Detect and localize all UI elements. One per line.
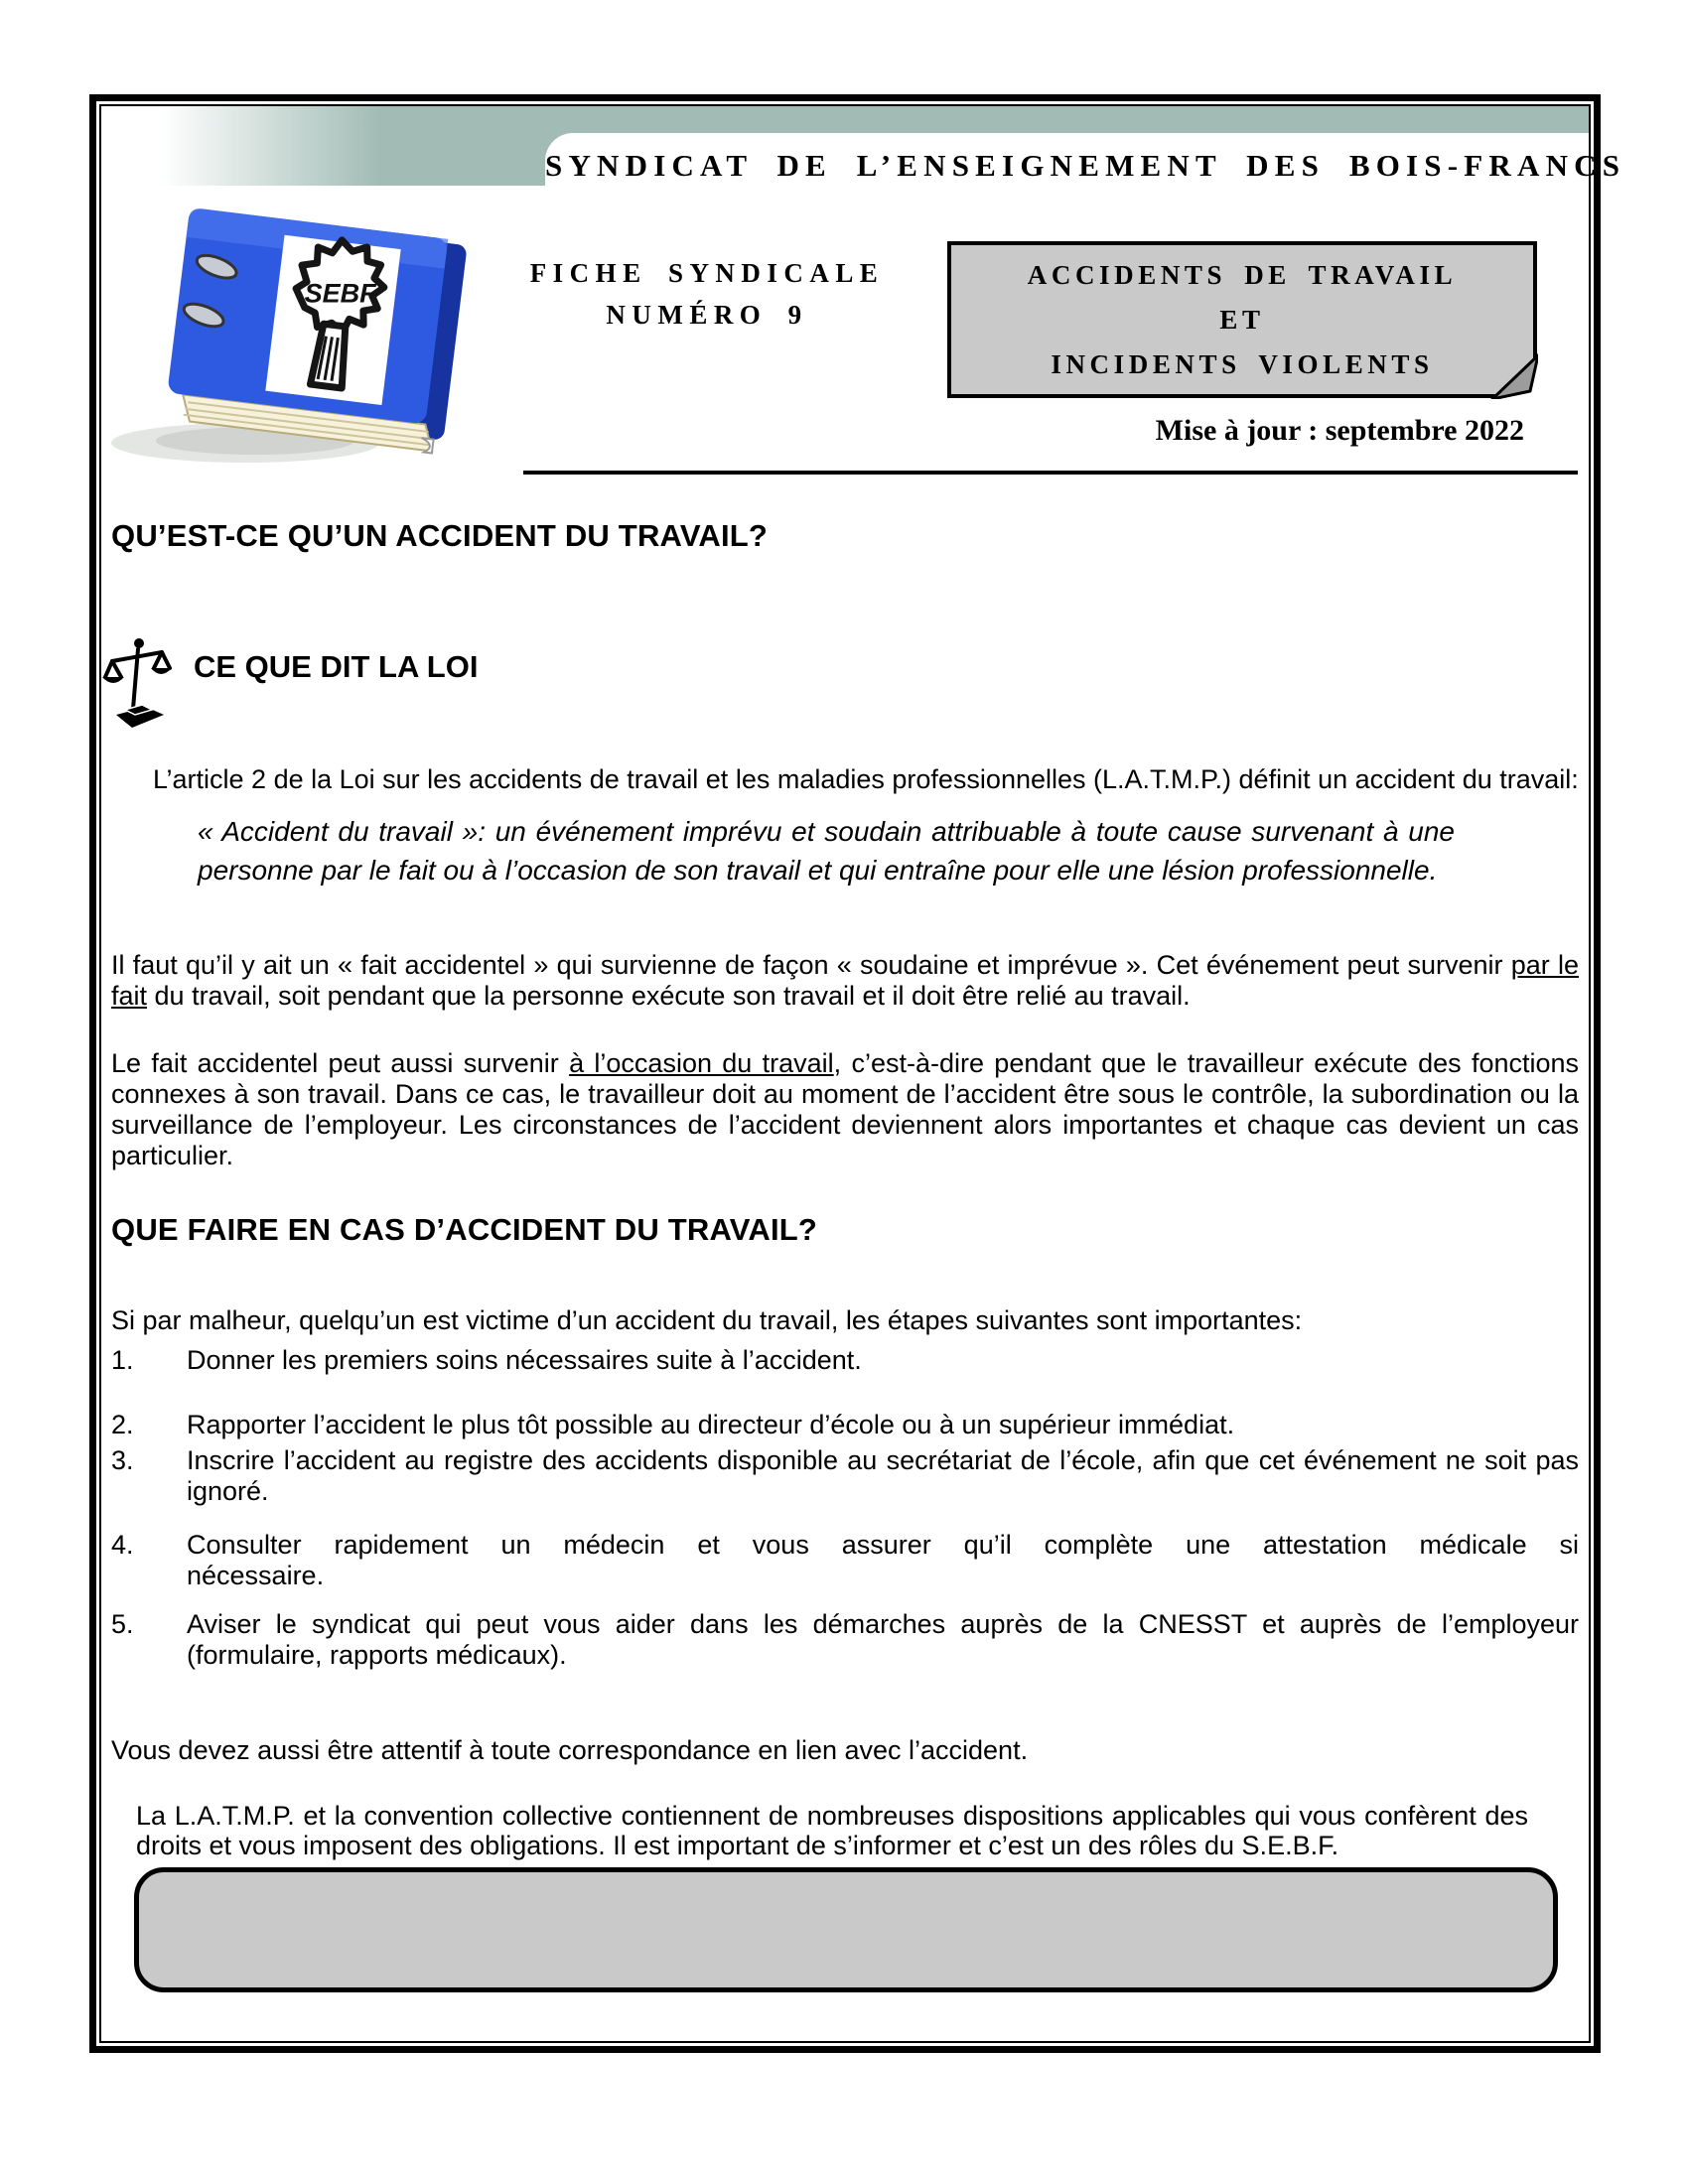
step-4 — [111, 1530, 1579, 1591]
header-divider — [523, 471, 1578, 475]
p3-pre: Le fait accidentel peut aussi survenir — [111, 1048, 570, 1078]
step-4-line1: Consulter rapidement un médecin et vous assurer qu’il complète une attestation médicale si — [187, 1530, 1579, 1560]
p3-underlined: à l’occasion du travail — [569, 1048, 834, 1078]
law-quote: « Accident du travail »: un événement imprévu et soudain attribuable à toute cause survenant à une personne par le fait ou à l’occasion de son travail et qui entraîne pour elle une lésion professionnelle. — [198, 816, 1455, 886]
fiche-line2: NUMÉRO 9 — [606, 300, 808, 330]
step-5 — [111, 1609, 1579, 1671]
step-2 — [111, 1410, 1579, 1440]
page-title: SYNDICAT DE L’ENSEIGNEMENT DES BOIS-FRANCS — [545, 148, 1626, 183]
steps-intro: Si par malheur, quelqu’un est victime d’un accident du travail, les étapes suivantes sont importantes: — [111, 1305, 1303, 1335]
p2-pre: Il faut qu’il y ait un « fait accidentel » qui survienne de façon « soudaine et imprévue ». Cet événement peut survenir — [111, 950, 1511, 980]
p3-post: , c’est-à-dire pendant que le travailleur exécute des fonctions connexes à son travail. Dans ce cas, le travailleur doit au moment de l’accident être sous le contrôle, la subordination ou la surveillance de l’employeur. Les circonstances de l’accident deviennent alors importantes et chaque cas devient un cas particulier. — [111, 1048, 1580, 1170]
step-2-text: Rapporter l’accident le plus tôt possible au directeur d’école ou à un supérieur immédiat. — [187, 1410, 1235, 1439]
step-5-number: 5. — [111, 1609, 134, 1639]
p2-post: du travail, soit pendant que la personne exécute son travail et il doit être relié au travail. — [147, 981, 1191, 1011]
page-border — [89, 94, 1626, 2053]
closing-paragraph: La L.A.T.M.P. et la convention collective contiennent de nombreuses dispositions applicables qui vous confèrent des droits et vous imposent des obligations. Il est important de s’informer et c’est un des rôles du S.E.B.F. — [136, 1801, 1528, 1860]
step-3-text: Inscrire l’accident au registre des accidents disponible au secrétariat de l’école, afin que cet événement ne soit pas ignoré. — [187, 1445, 1579, 1506]
topic-line3: INCIDENTS VIOLENTS — [1051, 349, 1434, 379]
paragraph-occasion-travail — [111, 1048, 1579, 1171]
step-3-number: 3. — [111, 1445, 134, 1475]
paragraph-fait-accidentel — [111, 950, 1579, 1012]
step-1 — [111, 1345, 1579, 1376]
step-5-text: Aviser le syndicat qui peut vous aider dans les démarches auprès de la CNESST et auprès de l’employeur (formulaire, rapports médicaux). — [187, 1609, 1579, 1670]
folded-corner-icon — [1486, 351, 1538, 399]
section2-heading: QUE FAIRE EN CAS D’ACCIDENT DU TRAVAIL? — [111, 1212, 818, 1247]
law-intro-paragraph: L’article 2 de la Loi sur les accidents de travail et les maladies professionnelles (L.A.T.M.P.) définit un accident du travail: — [153, 764, 1579, 794]
step-1-text: Donner les premiers soins nécessaires suite à l’accident. — [187, 1345, 862, 1375]
step-4-text — [187, 1530, 1579, 1591]
topic-box — [947, 241, 1537, 398]
step-4-number: 4. — [111, 1530, 134, 1560]
step-3 — [111, 1445, 1579, 1507]
law-heading: CE QUE DIT LA LOI — [194, 649, 479, 684]
empty-note-box — [134, 1867, 1558, 1992]
step-1-number: 1. — [111, 1345, 134, 1375]
correspondence-note: Vous devez aussi être attentif à toute correspondance en lien avec l’accident. — [111, 1735, 1029, 1765]
topic-line1: ACCIDENTS DE TRAVAIL — [1027, 260, 1458, 290]
fiche-line1: FICHE SYNDICALE — [529, 258, 885, 288]
step-4-line2: nécessaire. — [187, 1561, 325, 1590]
topic-line2: ET — [1219, 305, 1265, 335]
title-plate — [545, 133, 1626, 199]
update-date: Mise à jour : septembre 2022 — [1155, 414, 1524, 447]
sebf-logo-text: SEBF — [304, 278, 376, 309]
scales-of-justice-icon — [102, 635, 172, 731]
sebf-binder-logo — [106, 187, 503, 479]
p2-underlined: par le fait — [111, 950, 1579, 1011]
fiche-syndicale-block — [511, 252, 903, 336]
step-2-number: 2. — [111, 1410, 134, 1439]
section1-heading: QU’EST-CE QU’UN ACCIDENT DU TRAVAIL? — [111, 518, 769, 553]
